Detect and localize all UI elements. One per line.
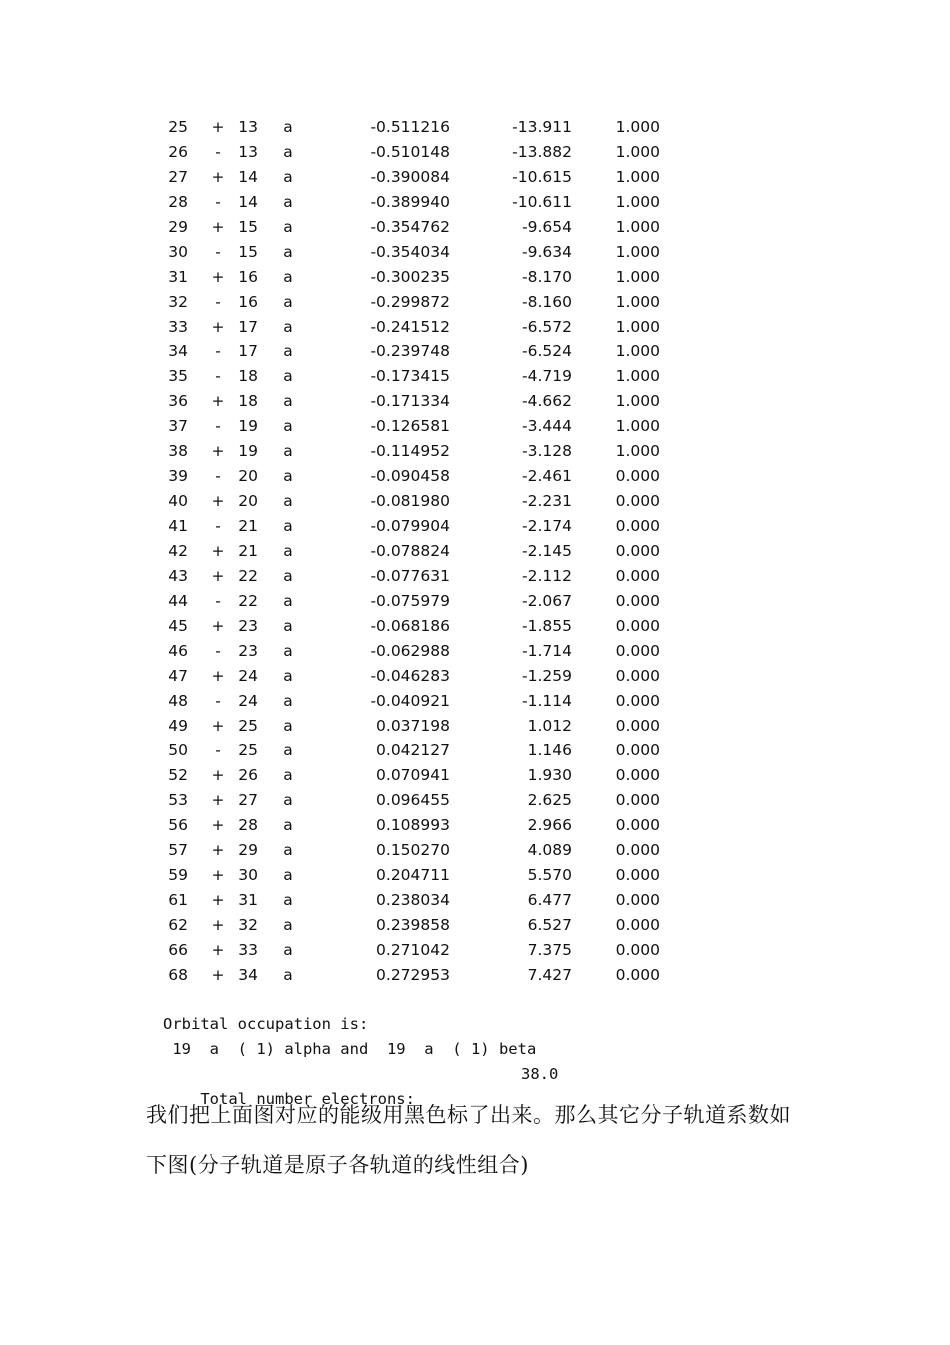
occupation-value: 1.000 (615, 242, 660, 261)
orbital-index: 21 (238, 541, 258, 560)
occupation-value: 1.000 (615, 367, 660, 386)
symmetry-label: a (283, 641, 293, 660)
orbital-index: 18 (238, 367, 258, 386)
symmetry-label: a (283, 467, 293, 486)
energy-ev: -6.524 (522, 342, 572, 361)
table-row (0, 714, 950, 739)
energy-hartree: -0.300235 (370, 267, 450, 286)
orbital-index: 17 (238, 317, 258, 336)
table-row (0, 439, 950, 464)
spin-sign: - (215, 142, 221, 161)
orbital-number: 43 (168, 566, 188, 585)
energy-hartree: 0.037198 (376, 716, 450, 735)
energy-hartree: -0.079904 (370, 517, 450, 535)
orbital-number: 27 (168, 167, 188, 186)
table-row (0, 215, 950, 240)
energy-ev: 7.427 (527, 965, 572, 984)
occupation-value: 0.000 (615, 791, 660, 810)
orbital-number: 49 (168, 716, 188, 735)
symmetry-label: a (283, 392, 293, 411)
occupation-value: 0.000 (615, 591, 660, 610)
energy-ev: -13.911 (512, 118, 572, 136)
orbital-index: 23 (238, 616, 258, 635)
orbital-number: 28 (168, 192, 188, 211)
orbital-number: 61 (168, 891, 188, 910)
table-row (0, 240, 950, 265)
table-row (0, 315, 950, 340)
table-row (0, 788, 950, 813)
orbital-index: 15 (238, 217, 258, 236)
orbital-number: 37 (168, 417, 188, 436)
orbital-index: 23 (238, 641, 258, 660)
occupation-value: 0.000 (615, 965, 660, 984)
spin-sign: + (211, 566, 225, 585)
spin-sign: + (211, 866, 225, 885)
occupation-detail: 19 a ( 1) alpha and 19 a ( 1) beta (163, 1040, 537, 1058)
energy-ev: -1.114 (522, 691, 572, 710)
symmetry-label: a (283, 741, 293, 760)
symmetry-label: a (283, 816, 293, 835)
symmetry-label: a (283, 541, 293, 560)
symmetry-label: a (283, 866, 293, 885)
energy-ev: -4.662 (522, 392, 572, 411)
energy-ev: 6.527 (527, 916, 572, 934)
occupation-value: 0.000 (615, 641, 660, 660)
orbital-index: 24 (238, 691, 258, 710)
orbital-number: 26 (168, 142, 188, 161)
orbital-number: 31 (168, 267, 188, 286)
occupation-value: 1.000 (615, 442, 660, 461)
occupation-value: 1.000 (615, 118, 660, 136)
orbital-number: 44 (168, 591, 188, 610)
spin-sign: + (211, 541, 225, 560)
orbital-index: 22 (238, 566, 258, 585)
spin-sign: - (215, 467, 221, 486)
table-row (0, 888, 950, 913)
spin-sign: + (211, 916, 225, 934)
symmetry-label: a (283, 965, 293, 984)
energy-ev: -13.882 (512, 142, 572, 161)
table-row (0, 813, 950, 838)
energy-hartree: 0.108993 (376, 816, 450, 835)
occupation-value: 1.000 (615, 217, 660, 236)
spin-sign: + (211, 492, 225, 511)
table-row (0, 265, 950, 290)
spin-sign: - (215, 192, 221, 211)
orbital-index: 17 (238, 342, 258, 361)
energy-hartree: -0.126581 (370, 417, 450, 436)
orbital-index: 15 (238, 242, 258, 261)
occupation-value: 0.000 (615, 841, 660, 860)
table-row (0, 115, 950, 140)
energy-ev: 7.375 (527, 940, 572, 959)
table-row (0, 963, 950, 988)
orbital-index: 20 (238, 467, 258, 486)
orbital-index: 13 (238, 118, 258, 136)
symmetry-label: a (283, 517, 293, 535)
symmetry-label: a (283, 716, 293, 735)
energy-hartree: -0.511216 (370, 118, 450, 136)
energy-ev: -1.259 (522, 666, 572, 685)
occupation-value: 0.000 (615, 741, 660, 760)
table-row (0, 639, 950, 664)
energy-ev: 1.930 (527, 766, 572, 785)
orbital-index: 19 (238, 417, 258, 436)
table-row (0, 564, 950, 589)
orbital-index: 25 (238, 716, 258, 735)
spin-sign: + (211, 791, 225, 810)
orbital-number: 42 (168, 541, 188, 560)
spin-sign: + (211, 392, 225, 411)
orbital-number: 29 (168, 217, 188, 236)
symmetry-label: a (283, 267, 293, 286)
symmetry-label: a (283, 916, 293, 934)
symmetry-label: a (283, 616, 293, 635)
occupation-value: 0.000 (615, 691, 660, 710)
table-row (0, 539, 950, 564)
occupation-value: 1.000 (615, 392, 660, 411)
spin-sign: - (215, 417, 221, 436)
occupation-value: 1.000 (615, 417, 660, 436)
energy-ev: 6.477 (527, 891, 572, 910)
energy-hartree: -0.390084 (370, 167, 450, 186)
orbital-number: 50 (168, 741, 188, 760)
occupation-value: 1.000 (615, 317, 660, 336)
occupation-heading: Orbital occupation is: (163, 1015, 369, 1033)
occupation-value: 0.000 (615, 517, 660, 535)
total-electrons-label: Total number electrons: (200, 1090, 415, 1108)
table-row (0, 165, 950, 190)
occupation-value: 1.000 (615, 167, 660, 186)
symmetry-label: a (283, 367, 293, 386)
energy-hartree: -0.081980 (370, 492, 450, 511)
table-row (0, 838, 950, 863)
occupation-summary (163, 1012, 559, 1108)
orbital-number: 38 (168, 442, 188, 461)
orbital-number: 33 (168, 317, 188, 336)
energy-hartree: 0.042127 (376, 741, 450, 760)
energy-hartree: -0.510148 (370, 142, 450, 161)
orbital-energy-table (0, 115, 950, 988)
orbital-number: 52 (168, 766, 188, 785)
symmetry-label: a (283, 841, 293, 860)
table-row (0, 290, 950, 315)
energy-ev: -2.112 (522, 566, 572, 585)
orbital-number: 59 (168, 866, 188, 885)
spin-sign: - (215, 741, 221, 760)
orbital-number: 45 (168, 616, 188, 635)
energy-ev: -9.634 (522, 242, 572, 261)
spin-sign: + (211, 891, 225, 910)
orbital-index: 24 (238, 666, 258, 685)
orbital-number: 47 (168, 666, 188, 685)
energy-ev: -10.615 (512, 167, 572, 186)
occupation-value: 0.000 (615, 467, 660, 486)
orbital-index: 18 (238, 392, 258, 411)
symmetry-label: a (283, 167, 293, 186)
energy-ev: -1.855 (522, 616, 572, 635)
symmetry-label: a (283, 940, 293, 959)
orbital-index: 21 (238, 517, 258, 535)
occupation-value: 1.000 (615, 192, 660, 211)
spin-sign: - (215, 292, 221, 311)
energy-hartree: -0.389940 (370, 192, 450, 211)
energy-ev: -2.461 (522, 467, 572, 486)
orbital-number: 41 (168, 517, 188, 535)
occupation-value: 0.000 (615, 816, 660, 835)
spin-sign: + (211, 118, 225, 136)
symmetry-label: a (283, 666, 293, 685)
symmetry-label: a (283, 791, 293, 810)
energy-hartree: 0.070941 (376, 766, 450, 785)
energy-hartree: 0.271042 (376, 940, 450, 959)
table-row (0, 689, 950, 714)
symmetry-label: a (283, 292, 293, 311)
orbital-number: 53 (168, 791, 188, 810)
orbital-number: 57 (168, 841, 188, 860)
energy-ev: -1.714 (522, 641, 572, 660)
orbital-index: 30 (238, 866, 258, 885)
energy-ev: -2.231 (522, 492, 572, 511)
energy-ev: 4.089 (527, 841, 572, 860)
orbital-index: 22 (238, 591, 258, 610)
orbital-number: 36 (168, 392, 188, 411)
occupation-value: 1.000 (615, 292, 660, 311)
occupation-value: 1.000 (615, 267, 660, 286)
occupation-value: 0.000 (615, 666, 660, 685)
table-row (0, 738, 950, 763)
orbital-index: 14 (238, 192, 258, 211)
table-row (0, 464, 950, 489)
occupation-value: 0.000 (615, 541, 660, 560)
occupation-value: 0.000 (615, 566, 660, 585)
symmetry-label: a (283, 342, 293, 361)
energy-hartree: 0.150270 (376, 841, 450, 860)
occupation-value: 1.000 (615, 342, 660, 361)
energy-hartree: -0.062988 (370, 641, 450, 660)
symmetry-label: a (283, 766, 293, 785)
energy-ev: -8.170 (522, 267, 572, 286)
symmetry-label: a (283, 317, 293, 336)
total-electrons-value: 38.0 (521, 1065, 559, 1083)
spin-sign: - (215, 517, 221, 535)
spin-sign: - (215, 591, 221, 610)
energy-ev: 1.012 (527, 716, 572, 735)
occupation-value: 0.000 (615, 916, 660, 934)
energy-ev: -3.444 (522, 417, 572, 436)
orbital-index: 31 (238, 891, 258, 910)
spin-sign: + (211, 267, 225, 286)
energy-ev: -6.572 (522, 317, 572, 336)
energy-ev: 1.146 (527, 741, 572, 760)
energy-hartree: -0.171334 (370, 392, 450, 411)
occupation-value: 0.000 (615, 492, 660, 511)
spin-sign: - (215, 691, 221, 710)
energy-hartree: -0.173415 (370, 367, 450, 386)
symmetry-label: a (283, 142, 293, 161)
energy-hartree: -0.090458 (370, 467, 450, 486)
spin-sign: - (215, 367, 221, 386)
table-row (0, 389, 950, 414)
spin-sign: + (211, 716, 225, 735)
occupation-value: 0.000 (615, 616, 660, 635)
symmetry-label: a (283, 566, 293, 585)
spin-sign: + (211, 965, 225, 984)
orbital-index: 25 (238, 741, 258, 760)
orbital-number: 68 (168, 965, 188, 984)
orbital-number: 46 (168, 641, 188, 660)
energy-ev: -2.145 (522, 541, 572, 560)
table-row (0, 763, 950, 788)
symmetry-label: a (283, 442, 293, 461)
spin-sign: + (211, 442, 225, 461)
energy-hartree: 0.239858 (376, 916, 450, 934)
energy-ev: 5.570 (527, 866, 572, 885)
spin-sign: - (215, 242, 221, 261)
orbital-index: 32 (238, 916, 258, 934)
table-row (0, 589, 950, 614)
energy-hartree: 0.238034 (376, 891, 450, 910)
table-row (0, 614, 950, 639)
energy-hartree: -0.114952 (370, 442, 450, 461)
symmetry-label: a (283, 691, 293, 710)
spin-sign: + (211, 616, 225, 635)
energy-hartree: -0.040921 (370, 691, 450, 710)
orbital-number: 25 (168, 118, 188, 136)
spin-sign: + (211, 940, 225, 959)
total-electrons-line (163, 1062, 559, 1108)
symmetry-label: a (283, 492, 293, 511)
energy-hartree: 0.272953 (376, 965, 450, 984)
orbital-index: 28 (238, 816, 258, 835)
orbital-number: 30 (168, 242, 188, 261)
symmetry-label: a (283, 591, 293, 610)
energy-ev: 2.966 (527, 816, 572, 835)
orbital-index: 14 (238, 167, 258, 186)
energy-hartree: -0.299872 (370, 292, 450, 311)
energy-ev: -3.128 (522, 442, 572, 461)
table-row (0, 364, 950, 389)
paragraph-line-1: 我们把上面图对应的能级用黑色标了出来。那么其它分子轨道系数如 (146, 1103, 791, 1127)
table-row (0, 913, 950, 938)
table-row (0, 339, 950, 364)
energy-ev: -10.611 (512, 192, 572, 211)
spin-sign: + (211, 167, 225, 186)
orbital-index: 34 (238, 965, 258, 984)
table-row (0, 414, 950, 439)
energy-hartree: -0.068186 (370, 616, 450, 635)
orbital-index: 27 (238, 791, 258, 810)
orbital-index: 20 (238, 492, 258, 511)
orbital-index: 26 (238, 766, 258, 785)
table-row (0, 863, 950, 888)
spin-sign: - (215, 342, 221, 361)
energy-hartree: -0.354034 (370, 242, 450, 261)
spin-sign: + (211, 666, 225, 685)
table-row (0, 140, 950, 165)
energy-ev: -8.160 (522, 292, 572, 311)
energy-hartree: -0.239748 (370, 342, 450, 361)
spin-sign: + (211, 816, 225, 835)
orbital-number: 48 (168, 691, 188, 710)
spin-sign: + (211, 766, 225, 785)
symmetry-label: a (283, 891, 293, 910)
occupation-value: 0.000 (615, 940, 660, 959)
symmetry-label: a (283, 192, 293, 211)
orbital-number: 35 (168, 367, 188, 386)
orbital-number: 34 (168, 342, 188, 361)
table-row (0, 489, 950, 514)
energy-ev: -2.174 (522, 517, 572, 535)
energy-hartree: -0.046283 (370, 666, 450, 685)
orbital-number: 56 (168, 816, 188, 835)
table-row (0, 664, 950, 689)
energy-ev: -4.719 (522, 367, 572, 386)
energy-ev: -2.067 (522, 591, 572, 610)
energy-ev: 2.625 (527, 791, 572, 810)
symmetry-label: a (283, 242, 293, 261)
orbital-index: 19 (238, 442, 258, 461)
explanation-paragraph (146, 1090, 826, 1190)
energy-hartree: -0.354762 (370, 217, 450, 236)
orbital-number: 39 (168, 467, 188, 486)
spin-sign: + (211, 217, 225, 236)
orbital-index: 16 (238, 292, 258, 311)
spin-sign: - (215, 641, 221, 660)
energy-hartree: -0.241512 (370, 317, 450, 336)
orbital-number: 32 (168, 292, 188, 311)
occupation-value: 0.000 (615, 716, 660, 735)
orbital-index: 29 (238, 841, 258, 860)
occupation-value: 0.000 (615, 891, 660, 910)
occupation-value: 0.000 (615, 866, 660, 885)
symmetry-label: a (283, 118, 293, 136)
paragraph-line-2: 下图(分子轨道是原子各轨道的线性组合) (146, 1153, 529, 1177)
energy-ev: -9.654 (522, 217, 572, 236)
energy-hartree: 0.204711 (376, 866, 450, 885)
orbital-number: 66 (168, 940, 188, 959)
occupation-value: 0.000 (615, 766, 660, 785)
energy-hartree: -0.078824 (370, 541, 450, 560)
energy-hartree: -0.077631 (370, 566, 450, 585)
symmetry-label: a (283, 417, 293, 436)
occupation-value: 1.000 (615, 142, 660, 161)
spin-sign: + (211, 841, 225, 860)
table-row (0, 514, 950, 539)
energy-hartree: 0.096455 (376, 791, 450, 810)
orbital-number: 62 (168, 916, 188, 934)
energy-hartree: -0.075979 (370, 591, 450, 610)
symmetry-label: a (283, 217, 293, 236)
orbital-index: 13 (238, 142, 258, 161)
table-row (0, 938, 950, 963)
table-row (0, 190, 950, 215)
orbital-number: 40 (168, 492, 188, 511)
spin-sign: + (211, 317, 225, 336)
orbital-index: 33 (238, 940, 258, 959)
orbital-index: 16 (238, 267, 258, 286)
